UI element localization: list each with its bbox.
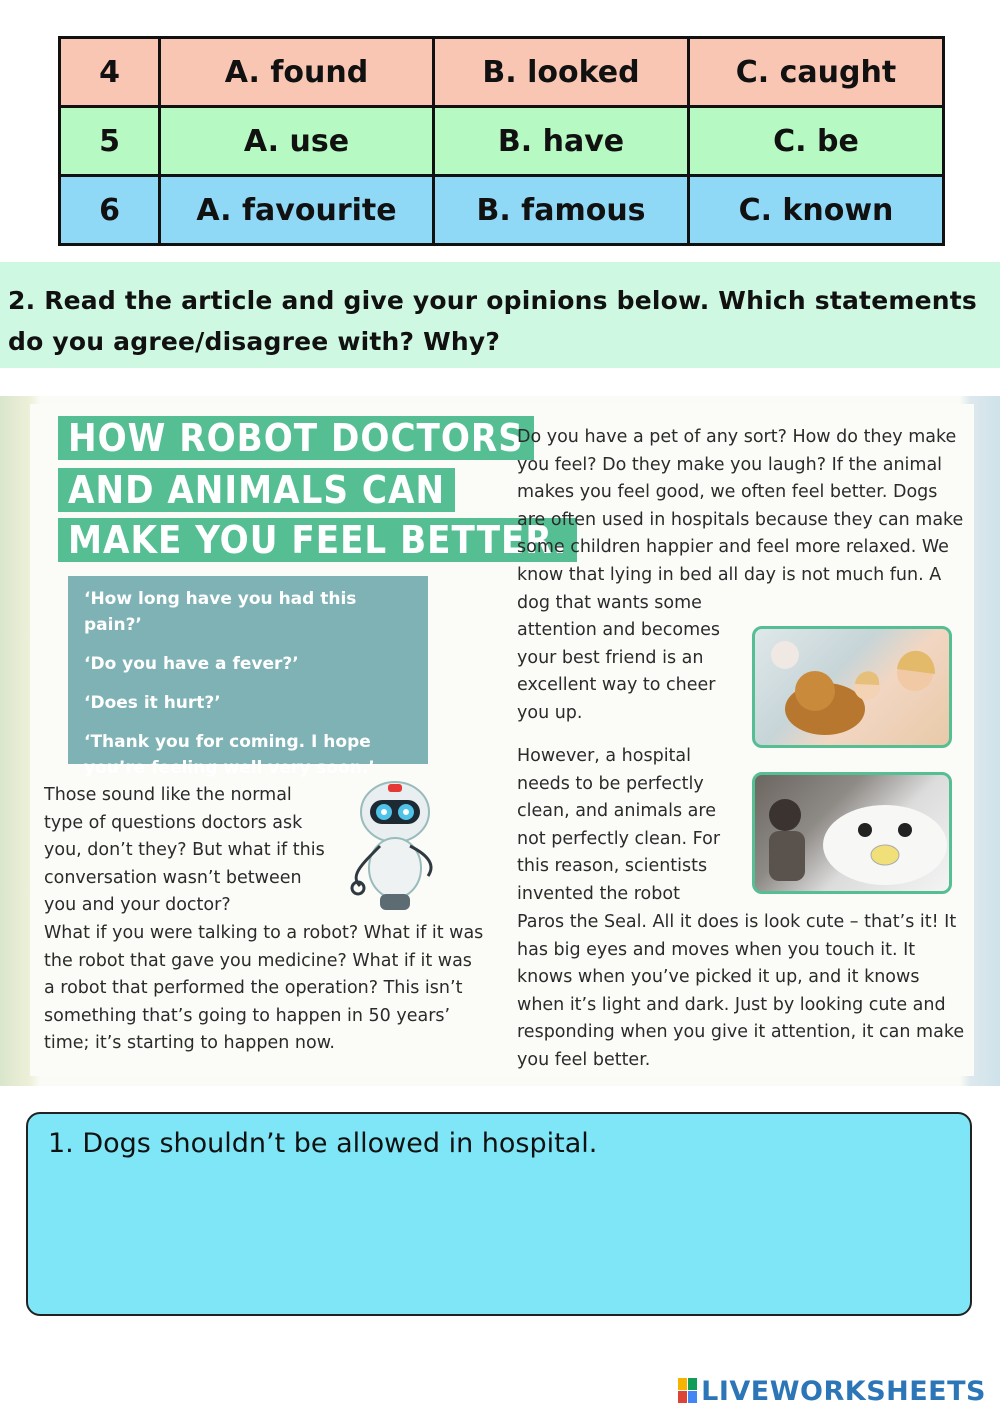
question-2-instructions: 2. Read the article and give your opinions below. Which statements do you agree/disagree with? Why?	[0, 262, 1000, 368]
paro-seal-photo	[752, 772, 952, 894]
question-number: 6	[60, 176, 160, 245]
dog-photo-icon	[755, 629, 949, 745]
statement-label: 1. Dogs shouldn’t be allowed in hospital.	[48, 1128, 598, 1159]
options-table	[58, 36, 945, 246]
answer-input[interactable]	[48, 1174, 952, 1306]
question-number: 5	[60, 107, 160, 176]
hospital-dog-photo	[752, 626, 952, 748]
quote: ‘Do you have a fever?’	[84, 654, 299, 674]
question-number: 4	[60, 38, 160, 107]
liveworksheets-logo-icon	[678, 1378, 698, 1404]
article-paragraph: attention and becomes your best friend is an excellent way to cheer you up.	[517, 620, 721, 723]
option-b[interactable]: B. have	[434, 107, 689, 176]
option-a[interactable]: A. found	[160, 38, 434, 107]
article-paragraph: However, a hospital needs to be perfectly clean, and animals are not perfectly clean. For this reason, scientists invented the robot	[517, 746, 721, 904]
table-row	[60, 38, 944, 107]
quote: ‘Does it hurt?’	[84, 693, 221, 713]
article-title-line-3: MAKE YOU FEEL BETTER.	[58, 518, 577, 562]
article-paragraph: Do you have a pet of any sort? How do they make you feel? Do they make you laugh? If the animal makes you feel good, we often feel better. Dogs are often used in hospitals because they can make some children happier and feel more relaxed. We know that lying in bed all day is not much fun. A dog that wants some	[517, 427, 964, 613]
option-a[interactable]: A. favourite	[160, 176, 434, 245]
option-b[interactable]: B. looked	[434, 38, 689, 107]
quote-box	[68, 576, 428, 778]
article-panel	[0, 396, 1000, 1086]
article-page	[30, 404, 974, 1076]
option-c[interactable]: C. known	[689, 176, 944, 245]
article-paragraph: What if you were talking to a robot? What if it was the robot that gave you medicine? What if it was a robot that performed the operation? This isn’t something that’s going to happen in 50 years’ time; it’s starting to happen now.	[44, 923, 484, 1054]
table-row	[60, 176, 944, 245]
article-title-line-2: AND ANIMALS CAN	[58, 468, 455, 512]
quote: ‘Thank you for coming. I hope you’re feeling well very soon.’	[84, 732, 375, 778]
liveworksheets-logo	[678, 1374, 986, 1408]
logo-text: LIVEWORKSHEETS	[701, 1375, 986, 1407]
quote: ‘How long have you had this pain?’	[84, 589, 357, 635]
article-title-line-1: HOW ROBOT DOCTORS	[58, 416, 534, 460]
robot-doctor-illustration	[340, 776, 450, 916]
article-paragraph: Those sound like the normal type of questions doctors ask you, don’t they? But what if this conversation wasn’t between you and your doctor?	[44, 785, 325, 916]
seal-photo-icon	[755, 775, 949, 891]
option-c[interactable]: C. caught	[689, 38, 944, 107]
option-c[interactable]: C. be	[689, 107, 944, 176]
table-row	[60, 107, 944, 176]
option-a[interactable]: A. use	[160, 107, 434, 176]
article-paragraph: Paros the Seal. All it does is look cute – that’s it! It has big eyes and moves when you touch it. It knows when you’ve picked it up, and it knows when it’s light and dark. Just by looking cute and responding when you give it attention, it can make you feel better.	[517, 912, 965, 1070]
answer-box	[26, 1112, 972, 1316]
option-b[interactable]: B. famous	[434, 176, 689, 245]
